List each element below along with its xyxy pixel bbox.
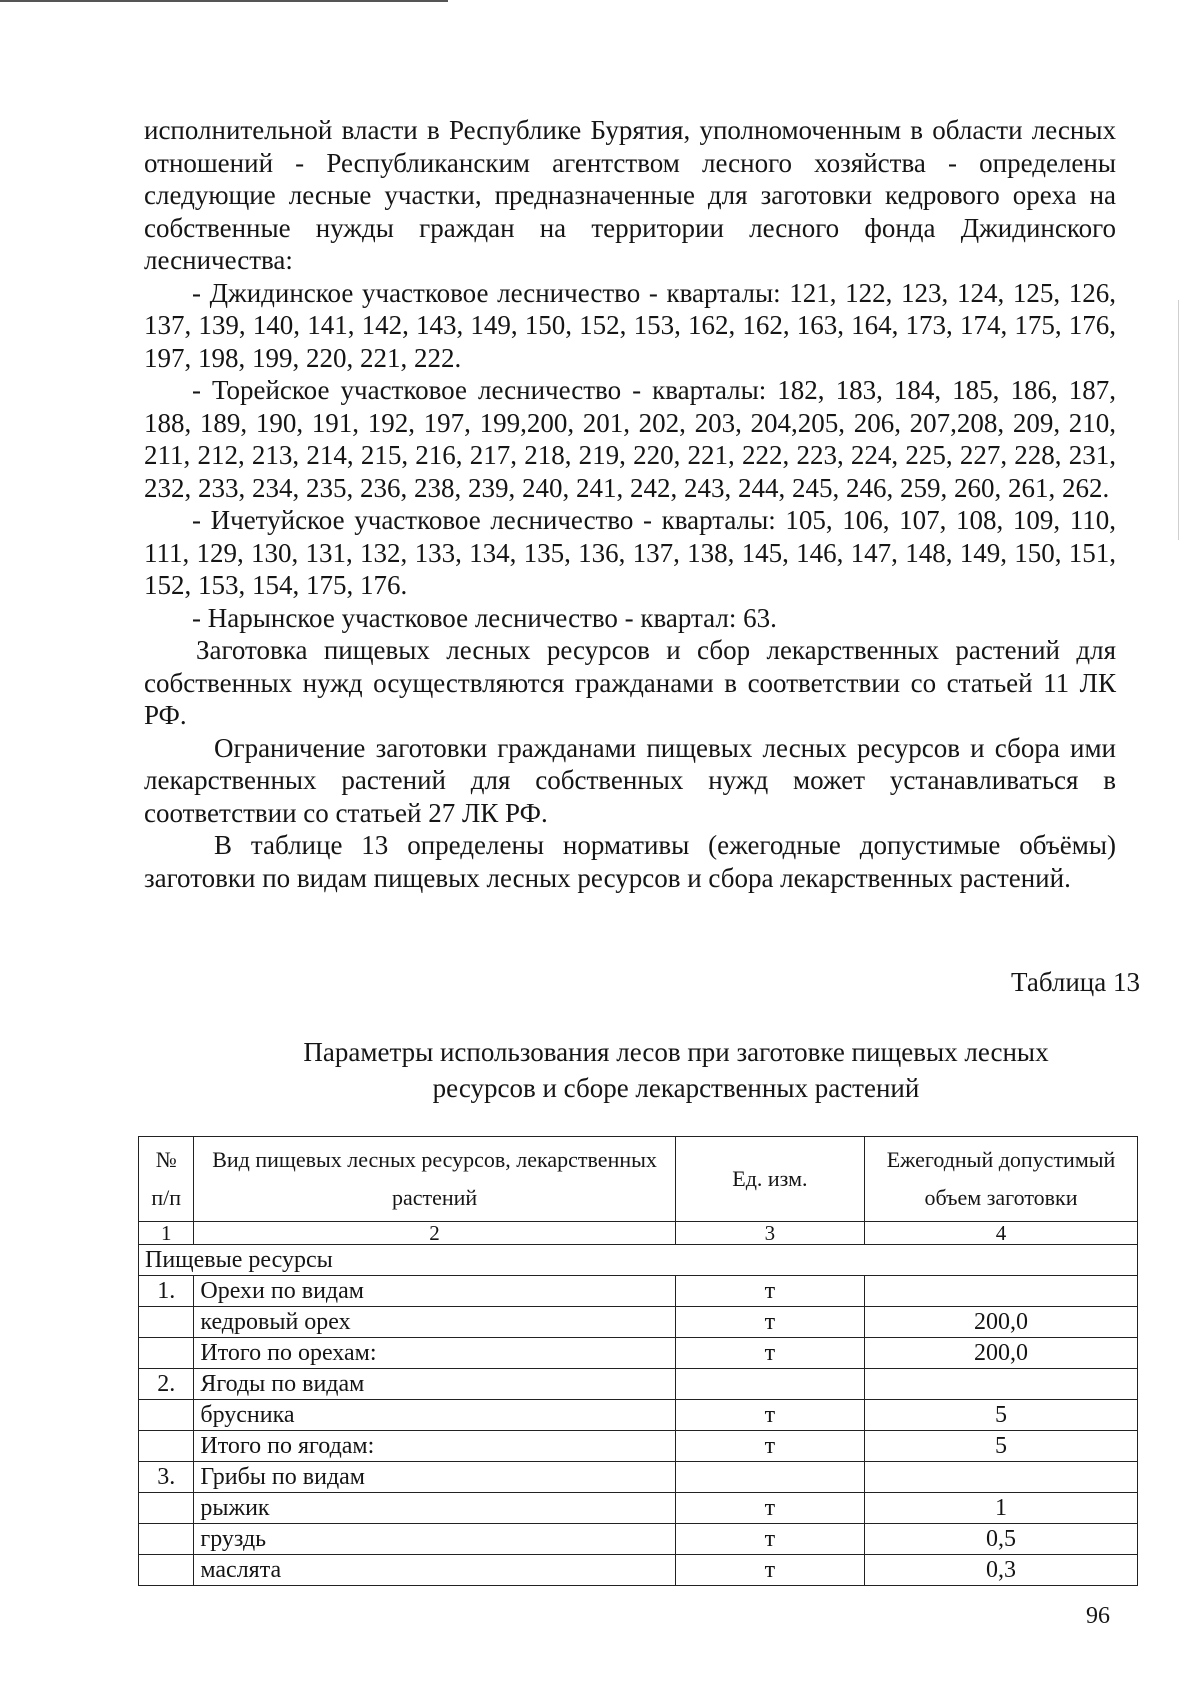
row-value: 200,0 [865,1338,1138,1369]
section-row-food [139,1245,1138,1276]
paragraph-ichetuyskoe: - Ичетуйское участковое лесничество - кварталы: 105, 106, 107, 108, 109, 110, 111, 129, 130, 131, 132, 133, 134, 135, 136, 137, 138, 145, 146, 147, 148, 149, 150, 151, 152, 153, 154, 175, 176. [144,505,1116,600]
row-num: 3. [139,1462,194,1493]
row-name: маслята [194,1555,675,1586]
paragraph-limitation: Ограничение заготовки гражданами пищевых лесных ресурсов и сбора ими лекарственных растений для собственных нужд может устанавливаться в соответствии со статьей 27 ЛК РФ. [144,732,1116,828]
body-text [144,114,1116,894]
scan-edge-line [0,0,448,2]
row-unit: т [675,1338,864,1369]
paragraph-narynskoe: - Нарынское участковое лесничество - квартал: 63. [192,602,777,633]
paragraph-dzhidinskoe: - Джидинское участковое лесничество - кварталы: 121, 122, 123, 124, 125, 126, 137, 139, 140, 141, 142, 143, 149, 150, 152, 153, 162, 162, 163, 164, 173, 174, 175, 176, 197, 198, 199, 220, 221, 222. [144,277,1116,373]
table-row [139,1369,1138,1400]
header-kind: Вид пищевых лесных ресурсов, лекарственных растений [194,1137,675,1222]
column-number: 1 [139,1222,194,1245]
row-num [139,1555,194,1586]
row-name: груздь [194,1524,675,1555]
table-title-line-2: ресурсов и сборе лекарственных растений [432,1073,920,1103]
page-number: 96 [1086,1603,1110,1629]
row-value: 0,3 [865,1555,1138,1586]
row-unit: т [675,1431,864,1462]
header-num: № п/п [139,1137,194,1222]
row-value: 200,0 [865,1307,1138,1338]
table-header-row [139,1137,1138,1222]
table-label: Таблица 13 [1011,967,1140,997]
table-title-line-1: Параметры использования лесов при заготовке пищевых лесных [303,1037,1049,1067]
row-name: Итого по ягодам: [194,1431,675,1462]
scan-margin-mark [1178,300,1179,540]
table-row [139,1462,1138,1493]
row-num [139,1431,194,1462]
header-volume: Ежегодный допустимый объем заготовки [865,1137,1138,1222]
row-unit: т [675,1276,864,1307]
table-row [139,1338,1138,1369]
paragraph-intro: исполнительной власти в Республике Бурятия, уполномоченным в области лесных отношений - Республиканским агентством лесного хозяйства - определены следующие лесные участки, предназначенные для заготовки кедрового ореха на собственные нужды граждан на территории лесного фонда Джидинского лесничества: [144,115,1116,275]
row-num [139,1524,194,1555]
table-row [139,1431,1138,1462]
row-num [139,1400,194,1431]
column-number: 3 [675,1222,864,1245]
column-number-row [139,1222,1138,1245]
table-row [139,1493,1138,1524]
row-name: Орехи по видам [194,1276,675,1307]
row-unit [675,1369,864,1400]
row-value [865,1369,1138,1400]
row-unit: т [675,1493,864,1524]
row-num: 1. [139,1276,194,1307]
paragraph-harvesting: Заготовка пищевых лесных ресурсов и сбор лекарственных растений для собственных нужд осуществляются гражданами в соответствии со статьей 11 ЛК РФ. [144,635,1116,730]
table-row [139,1524,1138,1555]
row-name: рыжик [194,1493,675,1524]
row-value: 5 [865,1431,1138,1462]
row-unit: т [675,1524,864,1555]
row-unit: т [675,1555,864,1586]
table-row [139,1276,1138,1307]
row-num: 2. [139,1369,194,1400]
row-unit: т [675,1307,864,1338]
table-title [200,1034,1152,1106]
header-unit: Ед. изм. [675,1137,864,1222]
row-value: 0,5 [865,1524,1138,1555]
section-title: Пищевые ресурсы [139,1245,1138,1276]
row-name: Ягоды по видам [194,1369,675,1400]
params-table [138,1136,1138,1586]
table-row [139,1307,1138,1338]
row-value [865,1462,1138,1493]
row-num [139,1307,194,1338]
row-num [139,1338,194,1369]
row-name: брусника [194,1400,675,1431]
row-value: 5 [865,1400,1138,1431]
table-row [139,1400,1138,1431]
column-number: 4 [865,1222,1138,1245]
row-unit: т [675,1400,864,1431]
row-name: Грибы по видам [194,1462,675,1493]
paragraph-table-reference: В таблице 13 определены нормативы (ежегодные допустимые объёмы) заготовки по видам пищевых лесных ресурсов и сбора лекарственных растений. [144,830,1116,893]
row-num [139,1493,194,1524]
row-name: кедровый орех [194,1307,675,1338]
paragraph-toreyskoe: - Торейское участковое лесничество - кварталы: 182, 183, 184, 185, 186, 187, 188, 189, 190, 191, 192, 197, 199,200, 201, 202, 203, 204,205, 206, 207,208, 209, 210, 211, 212, 213, 214, 215, 216, 217, 218, 219, 220, 221, 222, 223, 224, 225, 227, 228, 231, 232, 233, 234, 235, 236, 238, 239, 240, 241, 242, 243, 244, 245, 246, 259, 260, 261, 262. [144,375,1116,503]
row-unit [675,1462,864,1493]
row-value [865,1276,1138,1307]
table-row [139,1555,1138,1586]
column-number: 2 [194,1222,675,1245]
row-value: 1 [865,1493,1138,1524]
row-name: Итого по орехам: [194,1338,675,1369]
